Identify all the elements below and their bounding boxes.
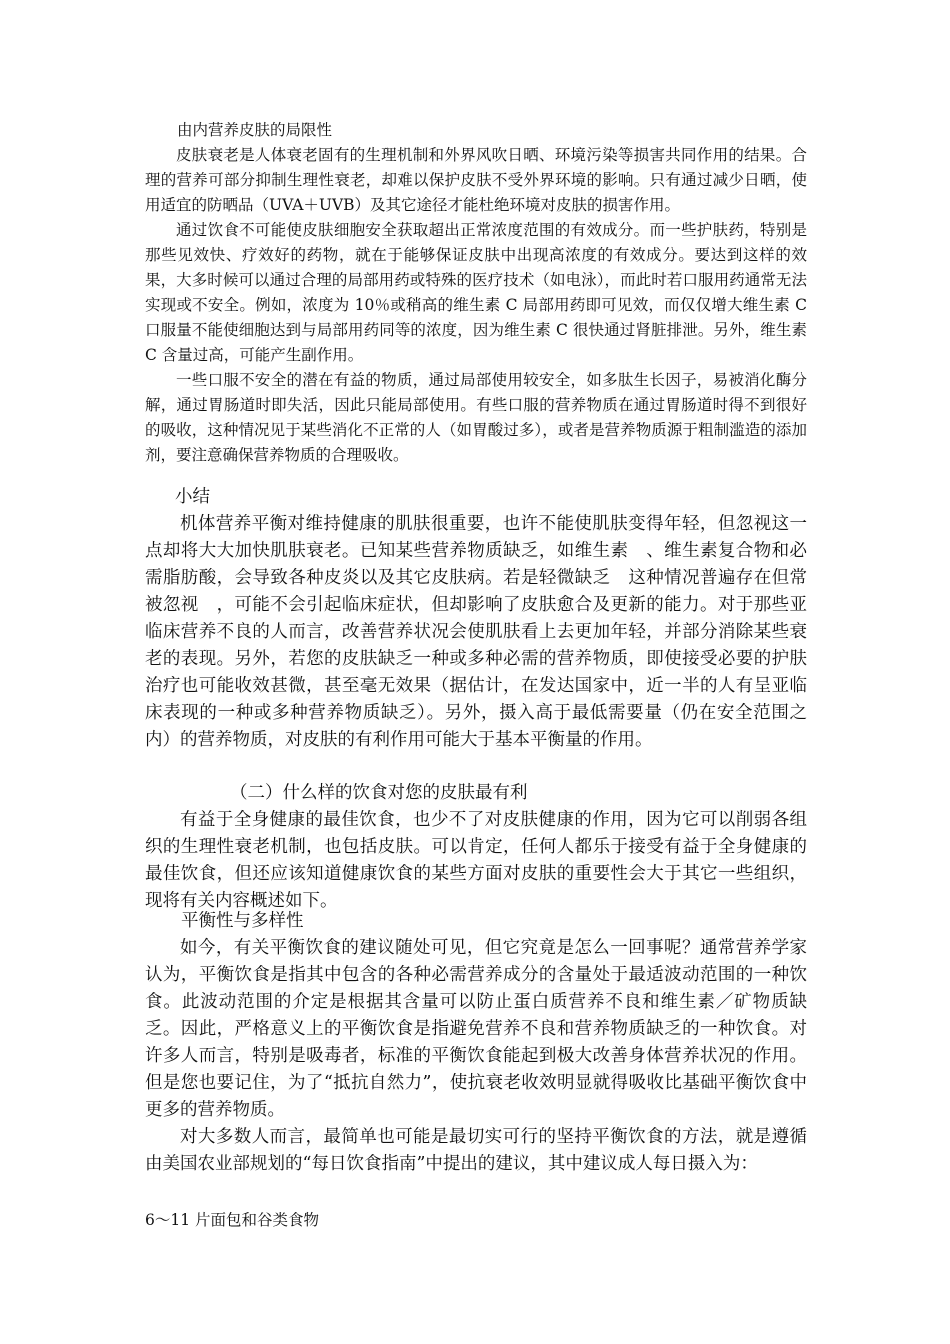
list-item-bread-cereals: 6～11 片面包和谷类食物 (145, 1211, 320, 1229)
summary-paragraph: 机体营养平衡对维持健康的肌肤很重要，也许不能使肌肤变得年轻，但忽视这一点却将大大加快肌肤衰老。已知某些营养物质缺乏，如维生素 、维生素复合物和必需脂肪酸，会导致各种皮炎以及其它皮肤病。若是轻微缺乏 这种情况普遍存在但常被忽视 ，可能不会引起临床症状，但却影响了皮肤愈合及更新的能力。对于那些亚临床营养不良的人而言，改善营养状况会使肌肤看上去更加年轻，并部分消除某些衰老的表现。另外，若您的皮肤缺乏一种或多种必需的营养物质，即使接受必要的护肤治疗也可能收效甚微，甚至毫无效果（据估计，在发达国家中，近一半的人有呈亚临床表现的一种或多种营养物质缺乏）。另外，摄入高于最低需要量（仍在安全范围之内）的营养物质，对皮肤的有利作用可能大于基本平衡量的作用。 (145, 514, 807, 750)
paragraph-balanced-diet: 如今，有关平衡饮食的建议随处可见，但它究竟是怎么一回事呢？通常营养学家认为，平衡饮食是指其中包含的各种必需营养成分的含量处于最适波动范围的一种饮食。此波动范围的介定是根据其含量可以防止蛋白质营养不良和维生素／矿物质缺乏。因此，严格意义上的平衡饮食是指避免营养不良和营养物质缺乏的一种饮食。对许多人而言，特别是吸毒者，标准的平衡饮食能起到极大改善身体营养状况的作用。但是您也要记住，为了“抵抗自然力”，使抗衰老收效明显就得吸收比基础平衡饮食中更多的营养物质。 (145, 938, 807, 1120)
paragraph-skin-aging: 皮肤衰老是人体衰老固有的生理机制和外界风吹日晒、环境污染等损害共同作用的结果。合理的营养可部分抑制生理性衰老，却难以保护皮肤不受外界环境的影响。只有通过减少日晒，使用适宜的防晒品（UVA＋UVB）及其它途径才能杜绝环境对皮肤的损害作用。 (145, 146, 807, 214)
section-heading-best-diet: （二）什么样的饮食对您的皮肤最有利 (230, 783, 528, 803)
section-heading-limitations: 由内营养皮肤的局限性 (177, 121, 333, 139)
paragraph-oral-unsafe: 一些口服不安全的潜在有益的物质，通过局部使用较安全，如多肽生长因子，易被消化酶分解，通过胃肠道时即失活，因此只能局部使用。有些口服的营养物质在通过胃肠道时得不到很好的吸收，这种情况见于某些消化不正常的人（如胃酸过多），或者是营养物质源于粗制滥造的添加剂，要注意确保营养物质的合理吸收。 (145, 371, 807, 464)
paragraph-best-diet-intro: 有益于全身健康的最佳饮食，也少不了对皮肤健康的作用，因为它可以削弱各组织的生理性衰老机制，也包括皮肤。可以肯定，任何人都乐于接受有益于全身健康的最佳饮食，但还应该知道健康饮食的某些方面对皮肤的重要性会大于其它一些组织，现将有关内容概述如下。 (145, 810, 807, 911)
summary-heading: 小结 (175, 487, 210, 507)
subheading-balance-variety: 平衡性与多样性 (181, 911, 304, 931)
paragraph-topical-vs-oral: 通过饮食不可能使皮肤细胞安全获取超出正常浓度范围的有效成分。而一些护肤药，特别是那些见效快、疗效好的药物，就在于能够保证皮肤中出现高浓度的有效成分。要达到这样的效果，大多时候可以通过合理的局部用药或特殊的医疗技术（如电泳），而此时若口服用药通常无法实现或不安全。例如，浓度为 10％或稍高的维生素 C 局部用药即可见效，而仅仅增大维生素 C 口服量不能使细胞达到与局部用药同等的浓度，因为维生素 C 很快通过肾脏排泄。另外，维生素 C 含量过高，可能产生副作用。 (145, 221, 807, 364)
paragraph-usda-guide: 对大多数人而言，最简单也可能是最切实可行的坚持平衡饮食的方法，就是遵循由美国农业部规划的“每日饮食指南”中提出的建议，其中建议成人每日摄入为： (145, 1127, 807, 1174)
